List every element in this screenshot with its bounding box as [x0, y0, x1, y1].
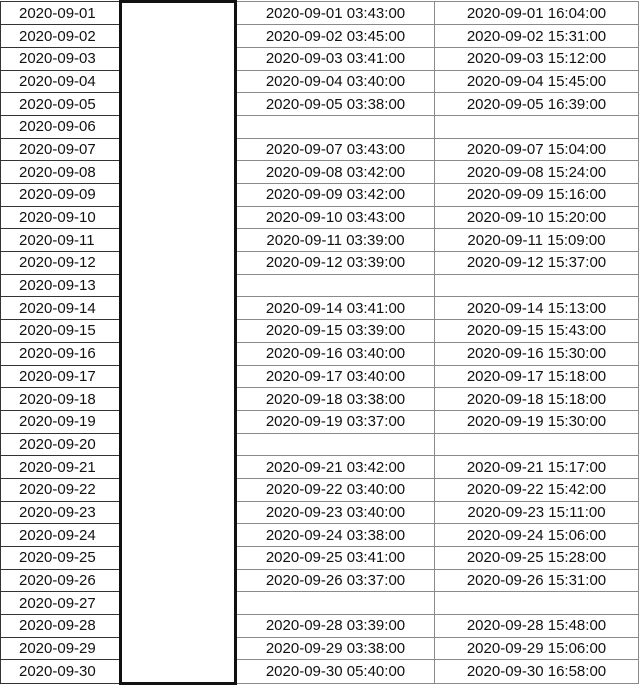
table-row [1, 252, 639, 275]
check-out-cell: 2020-09-04 15:45:00 [435, 70, 639, 93]
date-cell: 2020-09-15 [1, 320, 121, 343]
redacted-cell [121, 161, 236, 184]
check-out-cell: 2020-09-12 15:37:00 [435, 252, 639, 275]
check-in-cell: 2020-09-19 03:37:00 [236, 410, 435, 433]
table-row [1, 161, 639, 184]
check-out-cell: 2020-09-17 15:18:00 [435, 365, 639, 388]
redacted-cell [121, 433, 236, 456]
check-out-cell: 2020-09-19 15:30:00 [435, 410, 639, 433]
table-row [1, 569, 639, 592]
redacted-cell [121, 637, 236, 660]
redacted-cell [121, 47, 236, 70]
check-out-cell: 2020-09-08 15:24:00 [435, 161, 639, 184]
table-row [1, 320, 639, 343]
check-in-cell: 2020-09-16 03:40:00 [236, 342, 435, 365]
check-out-cell: 2020-09-26 15:31:00 [435, 569, 639, 592]
table-row [1, 615, 639, 638]
redacted-cell [121, 478, 236, 501]
check-in-cell [236, 274, 435, 297]
redacted-cell [121, 70, 236, 93]
date-cell: 2020-09-18 [1, 388, 121, 411]
check-in-cell: 2020-09-09 03:42:00 [236, 184, 435, 207]
redacted-cell [121, 206, 236, 229]
date-cell: 2020-09-20 [1, 433, 121, 456]
date-cell: 2020-09-14 [1, 297, 121, 320]
attendance-table-body [1, 2, 639, 684]
table-row [1, 93, 639, 116]
table-row [1, 388, 639, 411]
date-cell: 2020-09-26 [1, 569, 121, 592]
redacted-cell [121, 297, 236, 320]
check-out-cell: 2020-09-18 15:18:00 [435, 388, 639, 411]
redacted-cell [121, 547, 236, 570]
check-in-cell: 2020-09-10 03:43:00 [236, 206, 435, 229]
redacted-cell [121, 660, 236, 683]
redacted-cell [121, 524, 236, 547]
redacted-cell [121, 184, 236, 207]
check-out-cell: 2020-09-07 15:04:00 [435, 138, 639, 161]
table-row [1, 206, 639, 229]
check-out-cell: 2020-09-05 16:39:00 [435, 93, 639, 116]
check-in-cell: 2020-09-07 03:43:00 [236, 138, 435, 161]
date-cell: 2020-09-05 [1, 93, 121, 116]
check-in-cell: 2020-09-08 03:42:00 [236, 161, 435, 184]
check-out-cell: 2020-09-16 15:30:00 [435, 342, 639, 365]
table-row [1, 547, 639, 570]
redacted-cell [121, 138, 236, 161]
check-out-cell [435, 592, 639, 615]
date-cell: 2020-09-11 [1, 229, 121, 252]
check-in-cell: 2020-09-12 03:39:00 [236, 252, 435, 275]
check-in-cell: 2020-09-22 03:40:00 [236, 478, 435, 501]
check-out-cell: 2020-09-28 15:48:00 [435, 615, 639, 638]
check-in-cell: 2020-09-24 03:38:00 [236, 524, 435, 547]
date-cell: 2020-09-28 [1, 615, 121, 638]
check-out-cell: 2020-09-02 15:31:00 [435, 25, 639, 48]
check-out-cell: 2020-09-10 15:20:00 [435, 206, 639, 229]
check-out-cell: 2020-09-29 15:06:00 [435, 637, 639, 660]
check-out-cell: 2020-09-23 15:11:00 [435, 501, 639, 524]
check-in-cell: 2020-09-17 03:40:00 [236, 365, 435, 388]
date-cell: 2020-09-22 [1, 478, 121, 501]
check-out-cell: 2020-09-24 15:06:00 [435, 524, 639, 547]
redacted-cell [121, 410, 236, 433]
date-cell: 2020-09-24 [1, 524, 121, 547]
redacted-cell [121, 501, 236, 524]
date-cell: 2020-09-09 [1, 184, 121, 207]
check-in-cell: 2020-09-23 03:40:00 [236, 501, 435, 524]
date-cell: 2020-09-27 [1, 592, 121, 615]
check-in-cell: 2020-09-01 03:43:00 [236, 2, 435, 25]
check-out-cell [435, 274, 639, 297]
check-in-cell: 2020-09-03 03:41:00 [236, 47, 435, 70]
check-in-cell [236, 115, 435, 138]
table-row [1, 660, 639, 683]
redacted-cell [121, 342, 236, 365]
check-out-cell: 2020-09-25 15:28:00 [435, 547, 639, 570]
date-cell: 2020-09-07 [1, 138, 121, 161]
check-in-cell: 2020-09-30 05:40:00 [236, 660, 435, 683]
date-cell: 2020-09-17 [1, 365, 121, 388]
redacted-cell [121, 252, 236, 275]
check-in-cell: 2020-09-11 03:39:00 [236, 229, 435, 252]
redacted-cell [121, 93, 236, 116]
redacted-cell [121, 569, 236, 592]
check-in-cell: 2020-09-05 03:38:00 [236, 93, 435, 116]
redacted-cell [121, 320, 236, 343]
table-row [1, 501, 639, 524]
check-out-cell: 2020-09-11 15:09:00 [435, 229, 639, 252]
table-row [1, 637, 639, 660]
date-cell: 2020-09-03 [1, 47, 121, 70]
check-in-cell [236, 433, 435, 456]
table-row [1, 456, 639, 479]
date-cell: 2020-09-10 [1, 206, 121, 229]
date-cell: 2020-09-01 [1, 2, 121, 25]
date-cell: 2020-09-25 [1, 547, 121, 570]
check-in-cell: 2020-09-14 03:41:00 [236, 297, 435, 320]
redacted-cell [121, 615, 236, 638]
table-row [1, 25, 639, 48]
check-in-cell: 2020-09-21 03:42:00 [236, 456, 435, 479]
check-out-cell [435, 115, 639, 138]
table-row [1, 138, 639, 161]
check-in-cell: 2020-09-04 03:40:00 [236, 70, 435, 93]
redacted-cell [121, 592, 236, 615]
check-out-cell: 2020-09-21 15:17:00 [435, 456, 639, 479]
date-cell: 2020-09-04 [1, 70, 121, 93]
table-row [1, 115, 639, 138]
check-out-cell [435, 433, 639, 456]
redacted-cell [121, 456, 236, 479]
date-cell: 2020-09-02 [1, 25, 121, 48]
check-out-cell: 2020-09-22 15:42:00 [435, 478, 639, 501]
check-out-cell: 2020-09-30 16:58:00 [435, 660, 639, 683]
table-row [1, 433, 639, 456]
redacted-cell [121, 388, 236, 411]
table-row [1, 184, 639, 207]
check-out-cell: 2020-09-01 16:04:00 [435, 2, 639, 25]
redacted-cell [121, 229, 236, 252]
date-cell: 2020-09-29 [1, 637, 121, 660]
check-in-cell: 2020-09-28 03:39:00 [236, 615, 435, 638]
table-row [1, 70, 639, 93]
check-in-cell: 2020-09-15 03:39:00 [236, 320, 435, 343]
table-row [1, 410, 639, 433]
check-in-cell: 2020-09-25 03:41:00 [236, 547, 435, 570]
redacted-cell [121, 274, 236, 297]
table-row [1, 297, 639, 320]
check-out-cell: 2020-09-09 15:16:00 [435, 184, 639, 207]
redacted-cell [121, 115, 236, 138]
date-cell: 2020-09-21 [1, 456, 121, 479]
table-row [1, 365, 639, 388]
date-cell: 2020-09-30 [1, 660, 121, 683]
table-row [1, 47, 639, 70]
check-in-cell: 2020-09-29 03:38:00 [236, 637, 435, 660]
date-cell: 2020-09-19 [1, 410, 121, 433]
date-cell: 2020-09-12 [1, 252, 121, 275]
table-row [1, 478, 639, 501]
date-cell: 2020-09-16 [1, 342, 121, 365]
check-out-cell: 2020-09-14 15:13:00 [435, 297, 639, 320]
check-in-cell: 2020-09-02 03:45:00 [236, 25, 435, 48]
redacted-cell [121, 25, 236, 48]
date-cell: 2020-09-08 [1, 161, 121, 184]
table-row [1, 524, 639, 547]
table-row [1, 2, 639, 25]
table-row [1, 274, 639, 297]
check-out-cell: 2020-09-15 15:43:00 [435, 320, 639, 343]
date-cell: 2020-09-06 [1, 115, 121, 138]
date-cell: 2020-09-23 [1, 501, 121, 524]
date-cell: 2020-09-13 [1, 274, 121, 297]
table-row [1, 229, 639, 252]
check-out-cell: 2020-09-03 15:12:00 [435, 47, 639, 70]
redacted-cell [121, 2, 236, 25]
check-in-cell: 2020-09-26 03:37:00 [236, 569, 435, 592]
redacted-cell [121, 365, 236, 388]
check-in-cell [236, 592, 435, 615]
check-in-cell: 2020-09-18 03:38:00 [236, 388, 435, 411]
table-row [1, 342, 639, 365]
table-row [1, 592, 639, 615]
